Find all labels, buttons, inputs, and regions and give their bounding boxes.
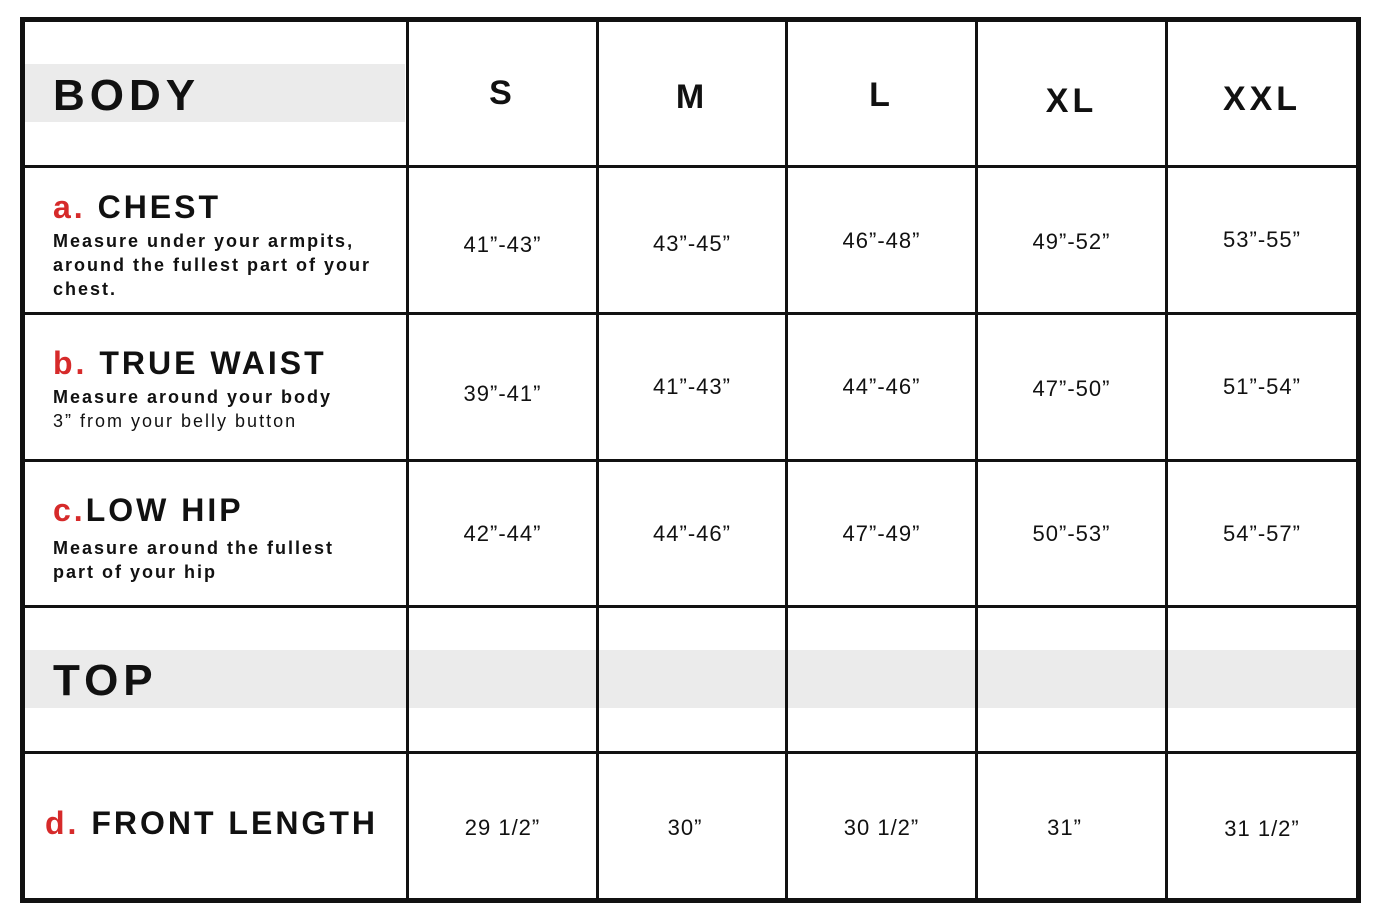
measure-description (53, 536, 383, 584)
value-waist-m: 41”-43” (653, 374, 731, 399)
measure-letter: d. (45, 805, 80, 841)
measure-description (53, 385, 398, 433)
measure-front-length (45, 806, 378, 841)
value-chest-m: 43”-45” (653, 231, 731, 256)
value-waist-xl: 47”-50” (1032, 376, 1111, 401)
value-chest-s: 41”-43” (463, 232, 542, 257)
value-length-l: 30 1/2” (843, 815, 920, 840)
value-waist-xxl: 51”-54” (1223, 374, 1301, 399)
description-text: Measure under your armpits, around the fullest part of your chest. (53, 231, 372, 300)
value-chest-l: 46”-48” (842, 228, 921, 253)
value-length-s: 29 1/2” (464, 815, 541, 840)
measure-low-hip (53, 493, 383, 584)
value-hip-l: 47”-49” (842, 520, 921, 546)
description-text: Measure around your body (53, 387, 333, 408)
value-length-m: 30” (667, 815, 703, 840)
measure-letter: c. (53, 492, 86, 528)
value-hip-xl: 50”-53” (1032, 520, 1111, 546)
size-chart-table (20, 17, 1361, 903)
value-hip-m: 44”-46” (653, 520, 731, 546)
value-chest-xxl: 53”-55” (1223, 227, 1301, 252)
value-length-xxl: 31 1/2” (1224, 816, 1300, 841)
measure-chest (53, 190, 398, 301)
measure-name: LOW HIP (85, 492, 244, 528)
measure-name: CHEST (97, 189, 222, 225)
value-hip-xxl: 54”-57” (1223, 520, 1301, 546)
size-header-s: S (489, 74, 516, 112)
value-hip-s: 42”-44” (463, 520, 542, 546)
top-section-band (25, 650, 1356, 708)
top-section-title: TOP (53, 656, 158, 705)
size-header-l: L (869, 76, 894, 114)
measure-name: FRONT LENGTH (91, 805, 378, 841)
size-header-m: M (675, 78, 709, 116)
size-header-xxl: XXL (1222, 80, 1302, 118)
description-text: Measure around the fullest part of your hip (53, 538, 335, 583)
size-header-xl: XL (1045, 82, 1098, 120)
value-waist-s: 39”-41” (463, 381, 542, 406)
row-divider (25, 605, 1356, 608)
value-chest-xl: 49”-52” (1032, 229, 1111, 254)
measure-true-waist (53, 346, 398, 433)
measure-letter: b. (53, 345, 88, 381)
measure-letter: a. (53, 189, 86, 225)
body-section-title: BODY (53, 71, 201, 120)
value-waist-l: 44”-46” (842, 374, 921, 399)
measure-name: TRUE WAIST (99, 345, 327, 381)
measure-description (53, 229, 398, 301)
description-subtext: 3” from your belly button (53, 411, 298, 432)
value-length-xl: 31” (1047, 815, 1082, 840)
